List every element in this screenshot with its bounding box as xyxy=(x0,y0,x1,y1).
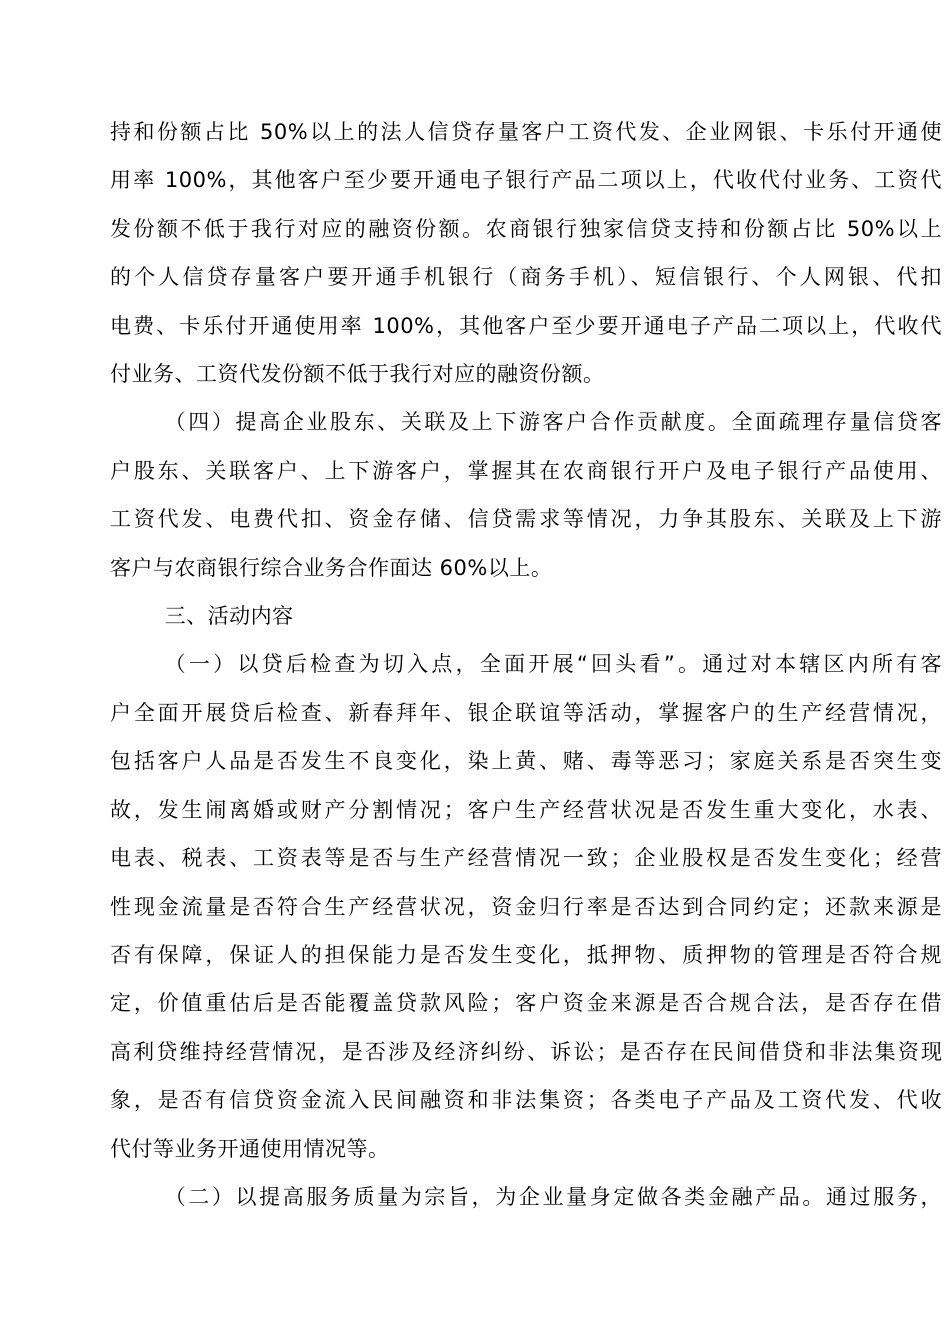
paragraph-continuation xyxy=(110,108,942,398)
text-line: （二）以提高服务质量为宗旨，为企业量身定做各类金融产品。通过服务， xyxy=(164,1184,942,1209)
text-line: 故，发生闹离婚或财产分割情况；客户生产经营状况是否发生重大变化，水表、 xyxy=(110,797,942,822)
paragraph-activity-1 xyxy=(110,640,942,1172)
heading-line: 三、活动内容 xyxy=(164,604,294,629)
text-line: 的个人信贷存量客户要开通手机银行（商务手机）、短信银行、个人网银、代扣 xyxy=(110,265,942,290)
text-line: 付业务、工资代发份额不低于我行对应的融资份额。 xyxy=(110,362,605,387)
text-line: 性现金流量是否符合生产经营状况，资金归行率是否达到合同约定；还款来源是 xyxy=(110,894,942,919)
text-line: （一）以贷后检查为切入点，全面开展“回头看”。通过对本辖区内所有客 xyxy=(164,652,942,677)
text-line: 高利贷维持经营情况，是否涉及经济纠纷、诉讼；是否存在民间借贷和非法集资现 xyxy=(110,1039,942,1064)
text-line: 包括客户人品是否发生不良变化，染上黄、赌、毒等恶习；家庭关系是否突生变 xyxy=(110,749,942,774)
text-line: 否有保障，保证人的担保能力是否发生变化，抵押物、质押物的管理是否符合规 xyxy=(110,942,942,967)
text-line: 户全面开展贷后检查、新春拜年、银企联谊等活动，掌握客户的生产经营情况， xyxy=(110,700,942,725)
section-heading-activities xyxy=(110,592,942,640)
paragraph-section-4 xyxy=(110,398,942,592)
paragraph-activity-2 xyxy=(110,1173,942,1221)
text-line: 定，价值重估后是否能覆盖贷款风险；客户资金来源是否合规合法，是否存在借 xyxy=(110,991,942,1016)
text-line: 电费、卡乐付开通使用率 100%，其他客户至少要开通电子产品二项以上，代收代 xyxy=(110,313,942,338)
text-line: 持和份额占比 50%以上的法人信贷存量客户工资代发、企业网银、卡乐付开通使 xyxy=(110,120,942,144)
text-line: 客户与农商银行综合业务合作面达 60%以上。 xyxy=(110,555,553,580)
text-line: 代付等业务开通使用情况等。 xyxy=(110,1136,390,1161)
text-line: 发份额不低于我行对应的融资份额。农商银行独家信贷支持和份额占比 50%以上 xyxy=(110,216,942,241)
text-line: 户股东、关联客户、上下游客户，掌握其在农商银行开户及电子银行产品使用、 xyxy=(110,458,942,483)
text-line: 工资代发、电费代扣、资金存储、信贷需求等情况，力争其股东、关联及上下游 xyxy=(110,507,942,532)
text-line: 电表、税表、工资表等是否与生产经营情况一致；企业股权是否发生变化；经营 xyxy=(110,846,942,871)
text-line: 象，是否有信贷资金流入民间融资和非法集资；各类电子产品及工资代发、代收 xyxy=(110,1088,942,1113)
text-line: （四）提高企业股东、关联及上下游客户合作贡献度。全面疏理存量信贷客 xyxy=(164,410,942,435)
document-body xyxy=(110,108,942,1221)
text-line: 用率 100%，其他客户至少要开通电子银行产品二项以上，代收代付业务、工资代 xyxy=(110,168,942,193)
